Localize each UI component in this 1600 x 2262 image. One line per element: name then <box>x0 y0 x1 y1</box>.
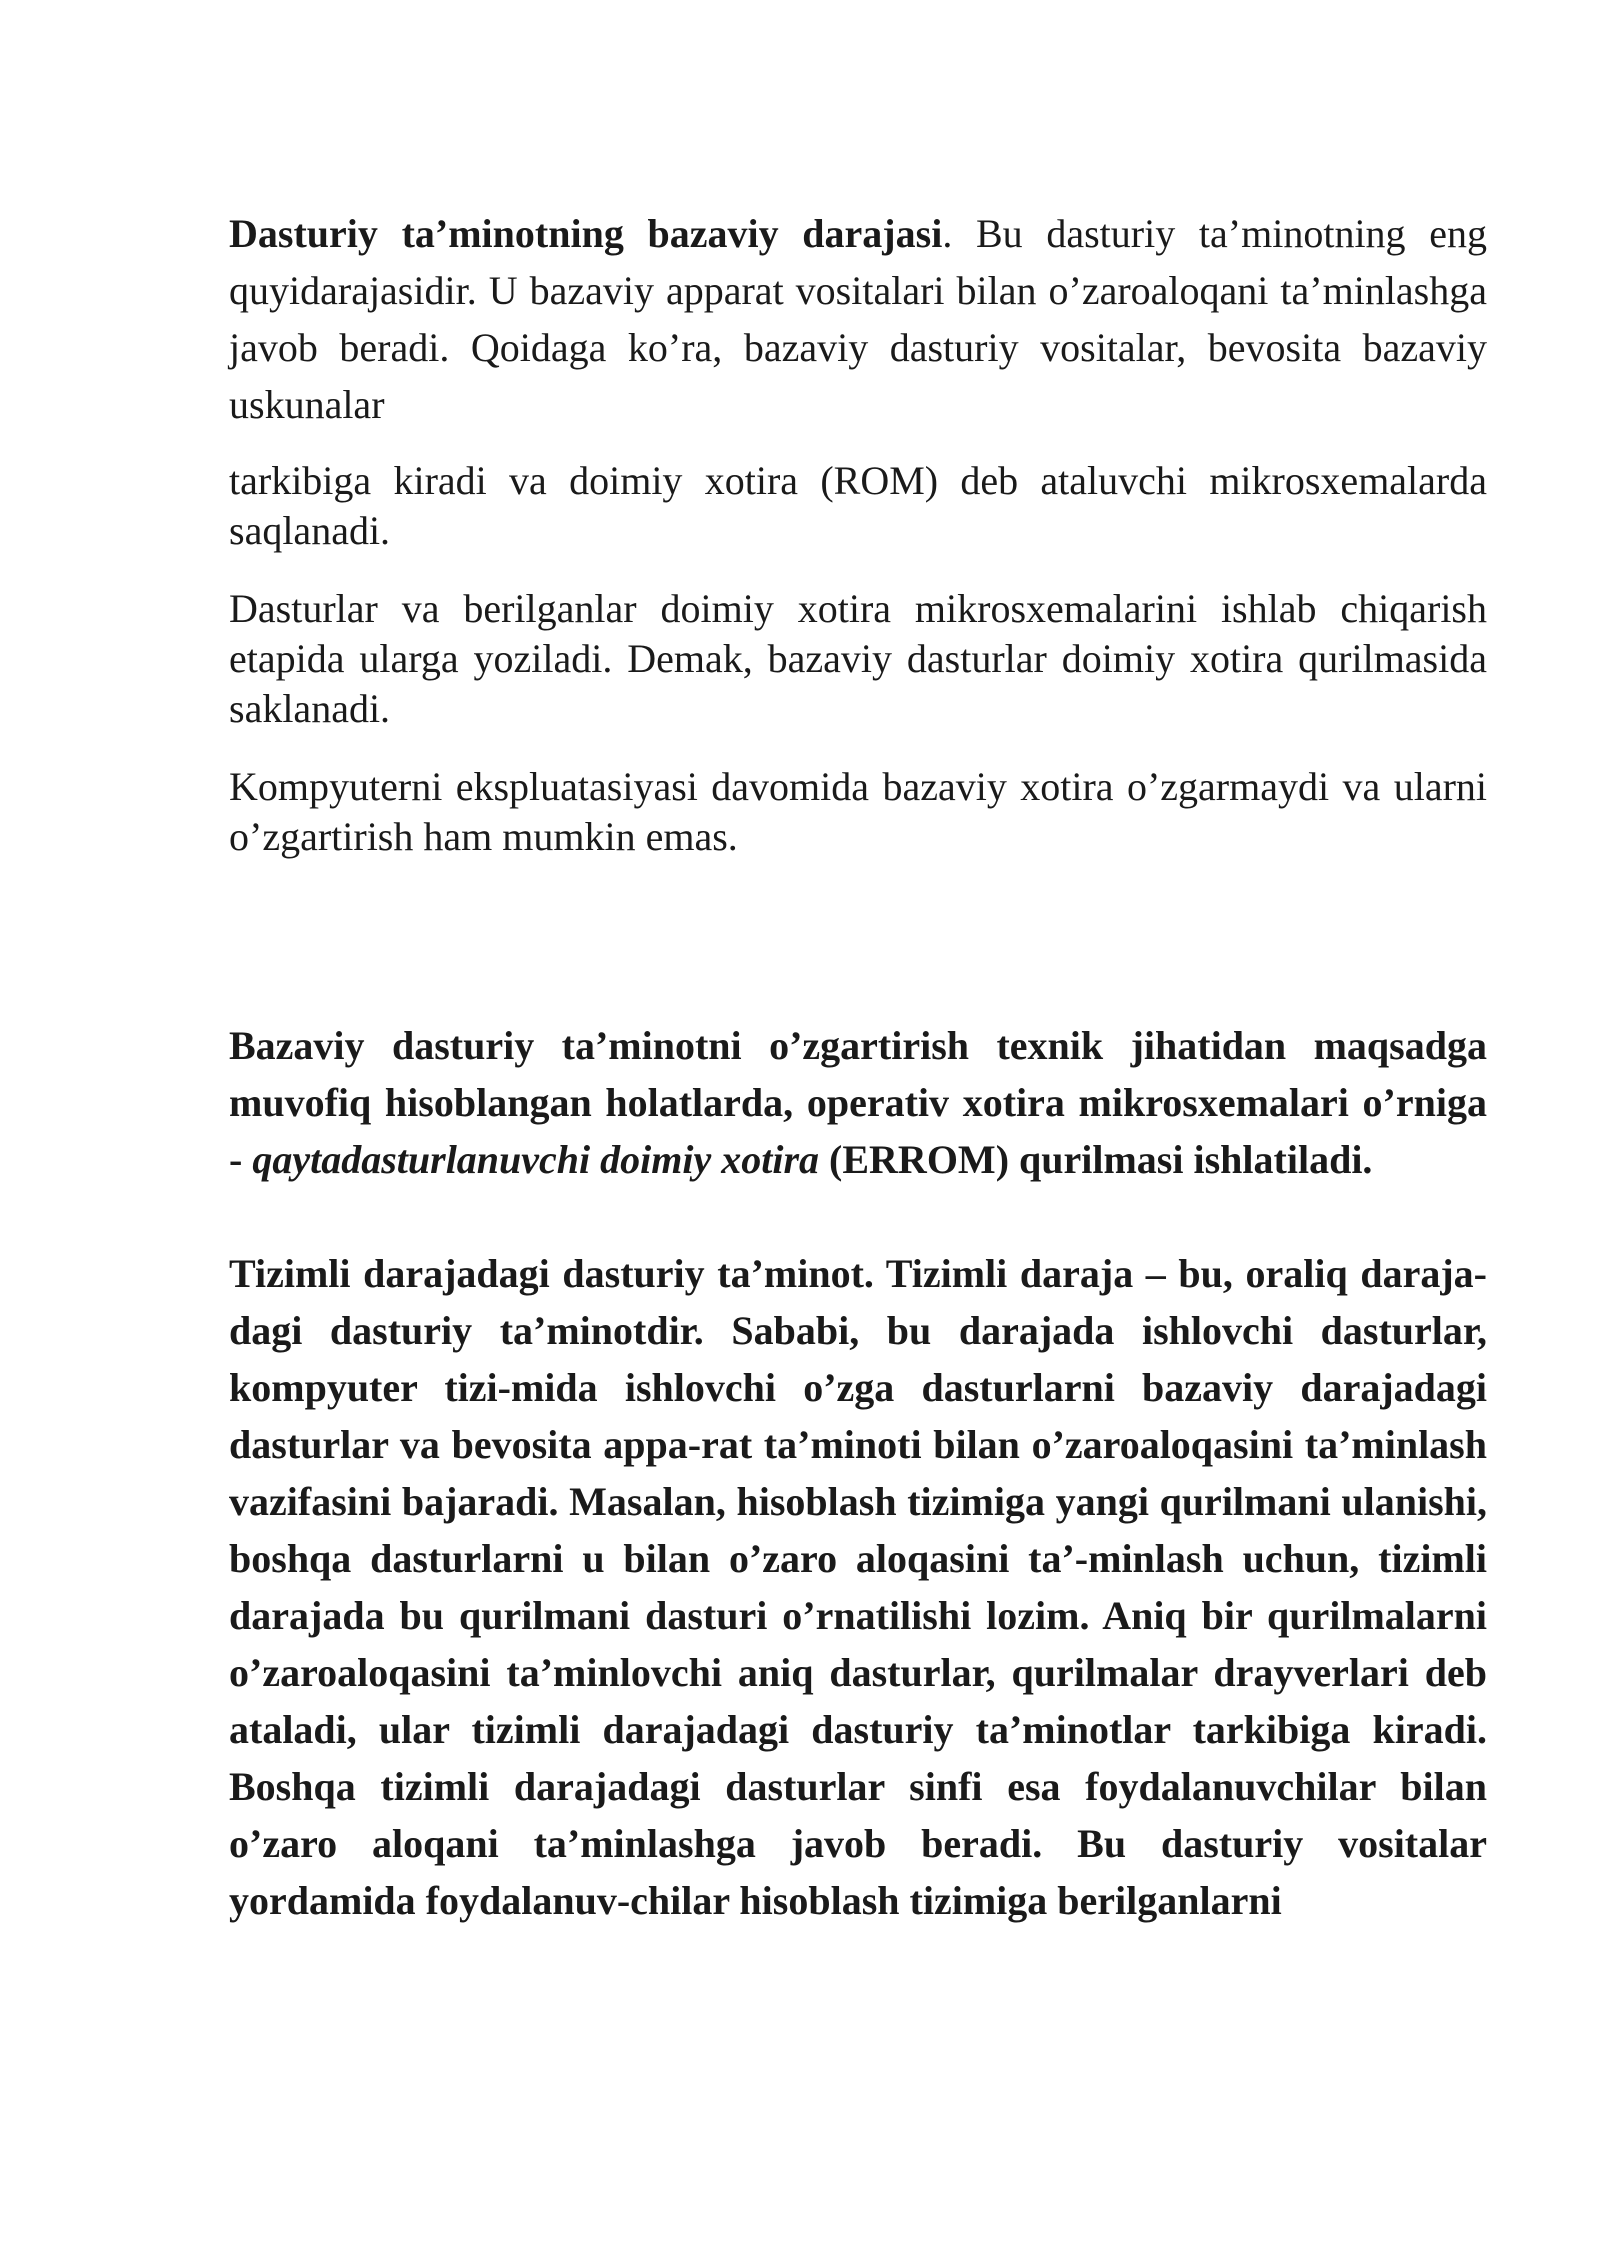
paragraph-ekspluatasiya <box>229 762 1487 862</box>
paragraph-text: tarkibiga kiradi va doimiy xotira (ROM) deb ataluvchi mikrosxemalarda saqlanadi. <box>229 458 1487 553</box>
paragraph-doimiy-xotira <box>229 584 1487 734</box>
paragraph-heading: Dasturiy ta’minotning bazaviy darajasi <box>229 211 943 256</box>
paragraph-text-after: (ERROM) qurilmasi ishlatiladi. <box>819 1137 1373 1182</box>
paragraph-rom <box>229 456 1487 556</box>
document-body <box>229 205 1487 1929</box>
paragraph-text-before: Bazaviy dasturiy ta’minotni o’zgartirish texnik jihatidan maqsadga muvofiq hisoblangan holatlarda, operativ xotira mikrosxemalari o’rniga - <box>229 1023 1487 1182</box>
paragraph-tizimli-daraja <box>229 1245 1487 1929</box>
paragraph-italic-term: qaytadasturlanuvchi doimiy xotira <box>252 1137 820 1182</box>
paragraph-errom <box>229 1017 1487 1188</box>
paragraph-text: Dasturlar va berilganlar doimiy xotira mikrosxemalarini ishlab chiqarish etapida ularga yoziladi. Demak, bazaviy dasturlar doimiy xotira qurilmasida saklanadi. <box>229 586 1487 731</box>
paragraph-text: . Bu dasturiy ta’minotning eng quyidarajasidir. U bazaviy apparat vositalari bilan o’zaroaloqani ta’minlashga javob beradi. Qoidaga ko’ra, bazaviy dasturiy vositalar, bevosita bazaviy uskunalar <box>229 211 1487 427</box>
paragraph-text: Kompyuterni ekspluatasiyasi davomida bazaviy xotira o’zgarmaydi va ularni o’zgartirish ham mumkin emas. <box>229 764 1487 859</box>
paragraph-text: Tizimli darajadagi dasturiy ta’minot. Tizimli daraja – bu, oraliq daraja-dagi dasturiy ta’minotdir. Sababi, bu darajada ishlovchi dasturlar, kompyuter tizi-mida ishlovchi o’zga dasturlarni bazaviy darajadagi dasturlar va bevosita appa-rat ta’minoti bilan o’zaroaloqasini ta’minlash vazifasini bajaradi. Masalan, hisoblash tizimiga yangi qurilmani ulanishi, boshqa dasturlarni u bilan o’zaro aloqasini ta’-minlash uchun, tizimli darajada bu qurilmani dasturi o’rnatilishi lozim. Aniq bir qurilmalarni o’zaroaloqasini ta’minlovchi aniq dasturlar, qurilmalar drayverlari deb ataladi, ular tizimli darajadagi dasturiy ta’minotlar tarkibiga kiradi. Boshqa tizimli darajadagi dasturlar sinfi esa foydalanuvchilar bilan o’zaro aloqani ta’minlashga javob beradi. Bu dasturiy vositalar yordamida foydalanuv-chilar hisoblash tizimiga berilganlarni <box>229 1251 1487 1923</box>
paragraph-bazaviy-daraja <box>229 205 1487 433</box>
